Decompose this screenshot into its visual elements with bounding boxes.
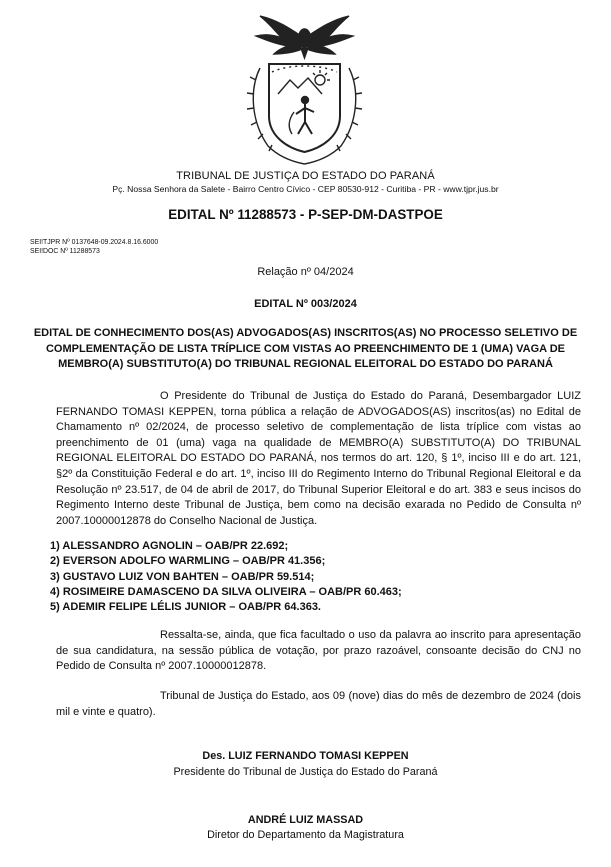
candidate-item: 3) GUSTAVO LUIZ VON BAHTEN – OAB/PR 59.514; (50, 570, 315, 583)
candidate-item: 5) ADEMIR FELIPE LÉLIS JUNIOR – OAB/PR 64.363. (50, 601, 321, 614)
court-name: TRIBUNAL DE JUSTIÇA DO ESTADO DO PARANÁ (176, 170, 435, 182)
court-address: Pç. Nossa Senhora da Salete - Bairro Centro Cívico - CEP 80530-912 - Curitiba - PR - www.tjpr.jus.br (112, 184, 499, 194)
signature-role-director: Diretor do Departamento da Magistratura (207, 829, 404, 841)
body-paragraph-intro (56, 389, 581, 529)
candidate-list (50, 539, 402, 615)
candidate-item: 1) ALESSANDRO AGNOLIN – OAB/PR 22.692; (50, 540, 289, 552)
body-paragraph-note (56, 628, 581, 675)
paragraph-text: Ressalta-se, ainda, que fica facultado o uso da palavra ao inscrito para apresentação de sua candidatura, na sessão pública de votação, por prazo razoável, consoante decisão do CNJ no Pedido de Consulta nº 2007.10000012878. (56, 629, 581, 673)
sei-process-number: SEI!TJPR Nº 0137648-09.2024.8.16.6000 (30, 239, 159, 246)
document-title: EDITAL Nº 11288573 - P-SEP-DM-DASTPOE (168, 207, 443, 222)
relacao-number: Relação nº 04/2024 (257, 266, 354, 278)
parana-coat-of-arms-icon (232, 8, 377, 166)
sei-doc-number: SEI!DOC Nº 11288573 (30, 248, 100, 255)
paragraph-text: O Presidente do Tribunal de Justiça do Estado do Paraná, Desembargador LUIZ FERNANDO TOMASI KEPPEN, torna pública a relação de ADVOGADOS(AS) inscritos(as) no Edital de Chamamento nº 02/2024, de processo seletivo de complementação de lista tríplice com vistas ao preenchimento de 01 (uma) vaga na qualidade de MEMBRO(A) SUBSTITUTO(A) DO TRIBUNAL REGIONAL ELEITORAL DO ESTADO DO PARANÁ, nos termos do art. 120, § 1º, inciso III e do art. 121, §2º da Constituição Federal e do art. 1º, inciso III do Regimento Interno do Tribunal Regional Eleitoral e da Resolução nº 23.517, de 04 de abril de 2017, do Tribunal Superior Eleitoral e do art. 383 e seus incisos do Regimento Interno deste Tribunal de Justiça, bem como na decisão exarada no Pedido de Consulta nº 2007.10000012878 do Conselho Nacional de Justiça. (56, 390, 581, 527)
candidate-item: 2) EVERSON ADOLFO WARMLING – OAB/PR 41.356; (50, 555, 326, 568)
process-metadata (30, 238, 158, 256)
signature-name-president: Des. LUIZ FERNANDO TOMASI KEPPEN (202, 750, 409, 762)
body-paragraph-date (56, 689, 581, 720)
edital-summary: EDITAL DE CONHECIMENTO DOS(AS) ADVOGADOS(AS) INSCRITOS(AS) NO PROCESSO SELETIVO DE COMPLEMENTAÇÃO DE LISTA TRÍPLICE COM VISTAS AO PREENCHIMENTO DE 1 (UMA) VAGA DE MEMBRO(A) SUBSTITUTO(A) DO TRIBUNAL REGIONAL ELEITORAL DO ESTADO DO PARANÁ (33, 327, 578, 371)
candidate-item: 4) ROSIMEIRE DAMASCENO DA SILVA OLIVEIRA – OAB/PR 60.463; (50, 585, 402, 598)
signature-role-president: Presidente do Tribunal de Justiça do Estado do Paraná (173, 766, 438, 778)
paragraph-text: Tribunal de Justiça do Estado, aos 09 (nove) dias do mês de dezembro de 2024 (dois mil e vinte e quatro). (56, 690, 581, 718)
signature-name-director: ANDRÉ LUIZ MASSAD (247, 814, 364, 826)
edital-number: EDITAL Nº 003/2024 (254, 298, 357, 310)
